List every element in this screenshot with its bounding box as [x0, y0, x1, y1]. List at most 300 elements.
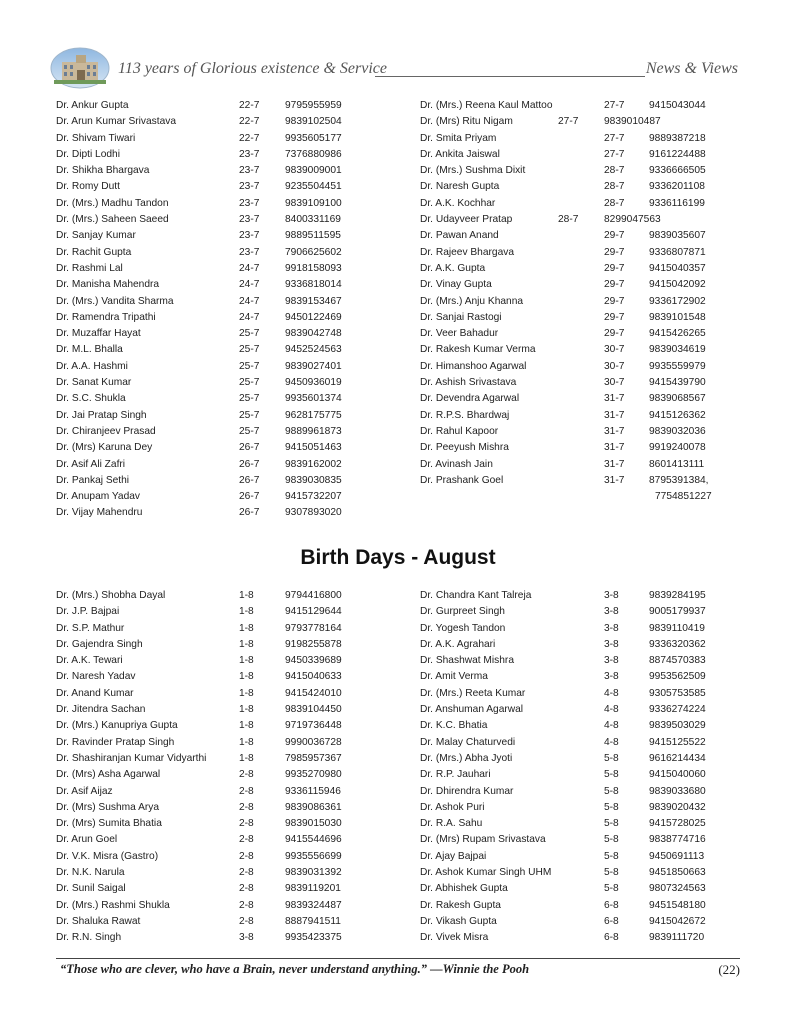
birthday-row — [420, 751, 740, 767]
phone-number: 9839284195 — [649, 590, 706, 601]
phone-number: 9415424010 — [285, 687, 342, 699]
birthday-row — [56, 440, 356, 456]
phone-number: 9451548180 — [649, 899, 706, 911]
birthday-row — [420, 359, 740, 375]
doctor-name: Dr. Shaluka Rawat — [56, 915, 141, 927]
birthday-row — [420, 131, 740, 147]
doctor-name: Dr. Anshuman Agarwal — [420, 704, 524, 716]
phone-number: 9415125522 — [649, 736, 706, 748]
phone-number: 8601413111 — [649, 458, 705, 470]
birthday-row — [56, 637, 356, 653]
birthday-row — [420, 147, 740, 163]
birthday-row — [56, 342, 356, 358]
phone-number: 9839020432 — [649, 801, 706, 813]
doctor-name: Dr. (Mrs.) Kanupriya Gupta — [56, 720, 178, 732]
birthday-row — [56, 326, 356, 342]
birthday-row — [56, 212, 356, 228]
birthday-row — [56, 375, 356, 391]
birth-date: 1-8 — [239, 590, 254, 601]
birthday-row — [420, 245, 740, 261]
birth-date: 2-8 — [239, 883, 254, 895]
birth-date: 4-8 — [604, 720, 619, 732]
doctor-name: Dr. R.A. Sahu — [420, 818, 483, 830]
doctor-name: Dr. (Mrs) Asha Agarwal — [56, 769, 161, 781]
doctor-name: Dr. Prashank Goel — [420, 474, 504, 486]
phone-number: 9935270980 — [285, 769, 342, 781]
birthday-row — [420, 408, 740, 424]
doctor-name: Dr. Ashok Kumar Singh UHM — [420, 867, 552, 879]
august-birthdays-left-column — [56, 588, 356, 947]
phone-number: 9336320362 — [649, 638, 706, 650]
birthday-row — [56, 131, 356, 147]
phone-number: 9839068567 — [649, 393, 706, 405]
phone-number: 9839110419 — [649, 622, 705, 634]
doctor-name: Dr. A.K. Tewari — [56, 655, 123, 667]
doctor-name: Dr. Vivek Misra — [420, 932, 489, 944]
birth-date: 24-7 — [239, 295, 260, 307]
doctor-name: Dr. A.K. Kochhar — [420, 197, 496, 209]
footer-quote: “Those who are clever, who have a Brain, never understand anything.” —Winnie the Pooh — [60, 962, 530, 976]
birth-date: 27-7 — [604, 100, 625, 111]
birth-date: 3-8 — [604, 606, 619, 618]
doctor-name: Dr. Ramendra Tripathi — [56, 311, 156, 323]
phone-number: 9415040060 — [649, 769, 706, 781]
phone-number: 9450691113 — [649, 850, 705, 862]
birthday-row — [56, 114, 356, 130]
doctor-name: Dr. Rakesh Kumar Verma — [420, 344, 536, 356]
doctor-name: Dr. (Mrs.) Saheen Saeed — [56, 214, 169, 226]
doctor-name: Dr. A.K. Agrahari — [420, 638, 496, 650]
birth-date: 1-8 — [239, 704, 254, 716]
birthday-row — [420, 604, 740, 620]
phone-number: 9953562509 — [649, 671, 706, 683]
phone-number: 9935601374 — [285, 393, 342, 405]
doctor-name: Dr. Chiranjeev Prasad — [56, 425, 156, 437]
doctor-name: Dr. Avinash Jain — [420, 458, 493, 470]
phone-number: 9839030835 — [285, 474, 342, 486]
birthday-row — [56, 849, 356, 865]
birthday-row — [420, 865, 740, 881]
phone-number: 9005179937 — [649, 606, 706, 618]
doctor-name: Dr. Asif Aijaz — [56, 785, 113, 797]
birthday-row — [56, 686, 356, 702]
birthday-row — [420, 784, 740, 800]
birthday-row — [420, 800, 740, 816]
doctor-name: Dr. S.C. Shukla — [56, 393, 126, 405]
birthday-row — [420, 930, 740, 946]
birthday-row — [420, 98, 740, 114]
phone-number: 9935423375 — [285, 932, 342, 944]
section-name: News & Views — [645, 60, 738, 77]
phone-number: 9336274224 — [649, 704, 706, 716]
birthday-row — [420, 391, 740, 407]
birth-date: 22-7 — [239, 116, 260, 128]
phone-number: 9450339689 — [285, 655, 342, 667]
phone-number: 9839104450 — [285, 704, 342, 716]
birth-date: 28-7 — [604, 181, 625, 193]
birth-date: 5-8 — [604, 883, 619, 895]
birth-date: 22-7 — [239, 100, 260, 111]
birth-date: 1-8 — [239, 606, 254, 618]
birth-date: 5-8 — [604, 818, 619, 830]
doctor-name: Dr. Ajay Bajpai — [420, 850, 487, 862]
phone-number: 9415126362 — [649, 409, 706, 421]
birth-date: 23-7 — [239, 148, 260, 160]
phone-number: 9450122469 — [285, 311, 342, 323]
doctor-name: Dr. Anupam Yadav — [56, 491, 141, 503]
birthday-row — [420, 375, 740, 391]
birth-date: 2-8 — [239, 818, 254, 830]
birthday-row — [56, 98, 356, 114]
phone-number: 9795955959 — [285, 100, 342, 111]
birth-date: 5-8 — [604, 769, 619, 781]
doctor-name: Dr. Ankita Jaiswal — [420, 148, 500, 160]
birth-date: 31-7 — [604, 409, 625, 421]
birth-date: 6-8 — [604, 899, 619, 911]
birth-date: 23-7 — [239, 181, 260, 193]
birth-date: 31-7 — [604, 393, 625, 405]
doctor-name: Dr. (Mrs.) Anju Khanna — [420, 295, 524, 307]
birthday-row — [56, 473, 356, 489]
phone-number: 7376880986 — [285, 148, 342, 160]
phone-number: 9305753585 — [649, 687, 706, 699]
doctor-name: Dr. (Mrs.) Vandita Sharma — [56, 295, 174, 307]
birth-date: 29-7 — [604, 246, 625, 258]
doctor-name: Dr. Naresh Gupta — [420, 181, 500, 193]
phone-number: 9336818014 — [285, 279, 342, 291]
birthday-row — [420, 881, 740, 897]
doctor-name: Dr. Dipti Lodhi — [56, 148, 120, 160]
birth-date: 2-8 — [239, 785, 254, 797]
phone-number: 9719736448 — [285, 720, 342, 732]
birthday-row — [56, 277, 356, 293]
doctor-name: Dr. Rahul Kapoor — [420, 425, 499, 437]
birth-date: 24-7 — [239, 279, 260, 291]
doctor-name: Dr. Rakesh Gupta — [420, 899, 501, 911]
birthday-row — [420, 212, 740, 228]
birthday-row — [420, 669, 740, 685]
birth-date: 1-8 — [239, 687, 254, 699]
birth-date: 31-7 — [604, 474, 625, 486]
phone-number: 9336666505 — [649, 165, 706, 177]
phone-number: 9839033680 — [649, 785, 706, 797]
birth-date: 3-8 — [604, 622, 619, 634]
birth-date: 1-8 — [239, 736, 254, 748]
birth-date: 30-7 — [604, 360, 625, 372]
birthday-row — [420, 637, 740, 653]
birthday-row — [56, 898, 356, 914]
doctor-name: Dr. Udayveer Pratap — [420, 214, 513, 226]
phone-number: 9935605177 — [285, 132, 342, 144]
birth-date: 2-8 — [239, 915, 254, 927]
doctor-name: Dr. Vinay Gupta — [420, 279, 492, 291]
birthday-row — [420, 163, 740, 179]
doctor-name: Dr. (Mrs.) Sushma Dixit — [420, 165, 526, 177]
birth-date: 28-7 — [604, 197, 625, 209]
birthday-row — [56, 669, 356, 685]
doctor-name: Dr. Rashmi Lal — [56, 262, 123, 274]
doctor-name: Dr. S.P. Mathur — [56, 622, 125, 634]
doctor-name: Dr. Ravinder Pratap Singh — [56, 736, 175, 748]
birthday-row — [56, 588, 356, 604]
birthday-row — [56, 832, 356, 848]
birth-date: 25-7 — [239, 409, 260, 421]
birth-date: 5-8 — [604, 785, 619, 797]
birthday-row — [420, 898, 740, 914]
birthday-row — [420, 914, 740, 930]
phone-number: 9935559979 — [649, 360, 706, 372]
birth-date: 6-8 — [604, 915, 619, 927]
doctor-name: Dr. Sanjay Kumar — [56, 230, 136, 242]
birth-date: 5-8 — [604, 867, 619, 879]
phone-number: 9415129644 — [285, 606, 342, 618]
birthday-row — [420, 277, 740, 293]
phone-number: 9839324487 — [285, 899, 342, 911]
phone-number: 7906625602 — [285, 246, 342, 258]
footer-divider — [56, 958, 740, 959]
birth-date: 2-8 — [239, 769, 254, 781]
birth-date: 1-8 — [239, 720, 254, 732]
doctor-name: Dr. Jai Pratap Singh — [56, 409, 147, 421]
phone-number: 9415042672 — [649, 915, 706, 927]
birth-date: 28-7 — [604, 165, 625, 177]
header-tagline: 113 years of Glorious existence & Service — [118, 60, 387, 77]
phone-number: 9415042092 — [649, 279, 706, 291]
birth-date: 1-8 — [239, 671, 254, 683]
doctor-name: Dr. N.K. Narula — [56, 867, 125, 879]
doctor-name: Dr. Ashish Srivastava — [420, 377, 517, 389]
birthday-row — [56, 310, 356, 326]
phone-number: 9935556699 — [285, 850, 342, 862]
phone-number: 8887941511 — [285, 915, 341, 927]
birthday-row — [56, 653, 356, 669]
phone-number: 9616214434 — [649, 752, 706, 764]
doctor-name: Dr. Smita Priyam — [420, 132, 497, 144]
birthday-row — [420, 326, 740, 342]
birthday-row — [420, 294, 740, 310]
birth-date: 1-8 — [239, 638, 254, 650]
phone-number: 9628175775 — [285, 409, 342, 421]
phone-number: 9839102504 — [285, 116, 342, 128]
birthday-row — [420, 424, 740, 440]
birth-date: 4-8 — [604, 736, 619, 748]
july-birthdays-left-column — [56, 98, 356, 522]
phone-number: 9336172902 — [649, 295, 706, 307]
phone-number: 9839111720 — [649, 932, 705, 944]
birth-date: 26-7 — [239, 458, 260, 470]
doctor-name: Dr. (Mrs) Sushma Arya — [56, 801, 160, 813]
birth-date: 29-7 — [604, 230, 625, 242]
doctor-name: Dr. Veer Bahadur — [420, 328, 499, 340]
birthday-row — [56, 359, 356, 375]
birth-date: 2-8 — [239, 899, 254, 911]
doctor-name: Dr. Gurpreet Singh — [420, 606, 505, 618]
doctor-name: Dr. J.P. Bajpai — [56, 606, 120, 618]
birth-date: 2-8 — [239, 834, 254, 846]
phone-number: 9839009001 — [285, 165, 342, 177]
birthday-row — [420, 440, 740, 456]
birth-date: 2-8 — [239, 850, 254, 862]
birthday-row — [56, 800, 356, 816]
doctor-name: Dr. (Mrs.) Rashmi Shukla — [56, 899, 170, 911]
birth-date: 26-7 — [239, 491, 260, 503]
phone-number: 9839119201 — [285, 883, 341, 895]
phone-number: 9839086361 — [285, 801, 342, 813]
birthday-row — [420, 473, 740, 489]
doctor-name: Dr. (Mrs) Karuna Dey — [56, 442, 153, 454]
birthday-row — [56, 505, 356, 521]
phone-number: 9336807871 — [649, 246, 706, 258]
phone-number: 9839032036 — [649, 425, 706, 437]
birthday-row — [420, 735, 740, 751]
header-divider — [375, 76, 645, 77]
doctor-name: Dr. Rachit Gupta — [56, 246, 132, 258]
building-logo-icon — [50, 44, 116, 90]
birth-date: 23-7 — [239, 214, 260, 226]
birth-date: 25-7 — [239, 393, 260, 405]
phone-number: 9807324563 — [649, 883, 706, 895]
birth-date: 5-8 — [604, 801, 619, 813]
birth-date: 5-8 — [604, 850, 619, 862]
page-header — [50, 44, 750, 94]
phone-number: 8299047563 — [604, 214, 661, 226]
doctor-name: Dr. K.C. Bhatia — [420, 720, 488, 732]
birth-date: 24-7 — [239, 262, 260, 274]
doctor-name: Dr. Shikha Bhargava — [56, 165, 150, 177]
birthday-row — [420, 588, 740, 604]
phone-number: 9838774716 — [649, 834, 706, 846]
doctor-name: Dr. A.K. Gupta — [420, 262, 486, 274]
birthday-row — [56, 147, 356, 163]
birthday-row — [56, 294, 356, 310]
birthday-row — [56, 767, 356, 783]
phone-number: 9918158093 — [285, 262, 342, 274]
birthday-row — [56, 163, 356, 179]
birth-date: 3-8 — [604, 638, 619, 650]
doctor-name: Dr. M.L. Bhalla — [56, 344, 123, 356]
phone-number: 9415732207 — [285, 491, 342, 503]
doctor-name: Dr. Vikash Gupta — [420, 915, 497, 927]
phone-number: 9839034619 — [649, 344, 706, 356]
birth-date: 1-8 — [239, 622, 254, 634]
phone-number: 9161224488 — [649, 148, 706, 160]
phone-number: 9415051463 — [285, 442, 342, 454]
doctor-name: Dr. (Mrs.) Reeta Kumar — [420, 687, 526, 699]
phone-number: 9415439790 — [649, 377, 706, 389]
doctor-name: Dr. Malay Chaturvedi — [420, 736, 516, 748]
birthday-row — [56, 816, 356, 832]
phone-number: 9839035607 — [649, 230, 706, 242]
birthday-row — [420, 310, 740, 326]
birth-date: 30-7 — [604, 344, 625, 356]
doctor-name: Dr. Ashok Puri — [420, 801, 485, 813]
birthday-row — [56, 424, 356, 440]
doctor-name: Dr. Shashwat Mishra — [420, 655, 514, 667]
birth-date: 25-7 — [239, 360, 260, 372]
doctor-name: Dr. Peeyush Mishra — [420, 442, 509, 454]
birth-date: 30-7 — [604, 377, 625, 389]
birth-date: 1-8 — [239, 655, 254, 667]
birthday-row — [56, 245, 356, 261]
phone-number: 9839503029 — [649, 720, 706, 732]
august-birthdays-right-column — [420, 588, 740, 947]
birth-date: 25-7 — [239, 377, 260, 389]
doctor-name: Dr. (Mrs.) Madhu Tandon — [56, 197, 169, 209]
doctor-name: Dr. Arun Goel — [56, 834, 118, 846]
doctor-name: Dr. Vijay Mahendru — [56, 507, 143, 519]
birthday-row — [420, 261, 740, 277]
phone-number: 9839010487 — [604, 116, 661, 128]
phone-number: 9336201108 — [649, 181, 705, 193]
birthday-row — [420, 228, 740, 244]
birthday-row — [56, 914, 356, 930]
birthday-row — [420, 179, 740, 195]
doctor-name: Dr. (Mrs) Rupam Srivastava — [420, 834, 546, 846]
phone-number: 9839015030 — [285, 818, 342, 830]
doctor-name: Dr. Devendra Agarwal — [420, 393, 520, 405]
birth-date: 25-7 — [239, 344, 260, 356]
birth-date: 25-7 — [239, 425, 260, 437]
birthday-row — [420, 686, 740, 702]
phone-number: 9839031392 — [285, 867, 342, 879]
doctor-name: Dr. Gajendra Singh — [56, 638, 143, 650]
birth-date: 23-7 — [239, 230, 260, 242]
birth-date: 24-7 — [239, 311, 260, 323]
birthday-row — [56, 702, 356, 718]
phone-number: 9839027401 — [285, 360, 342, 372]
doctor-name: Dr. Shivam Tiwari — [56, 132, 136, 144]
doctor-name: Dr. Shashiranjan Kumar Vidyarthi — [56, 752, 207, 764]
doctor-name: Dr. Himanshoo Agarwal — [420, 360, 527, 372]
phone-number: 9415040633 — [285, 671, 342, 683]
doctor-name: Dr. Rajeev Bhargava — [420, 246, 514, 258]
birthday-row — [56, 179, 356, 195]
doctor-name: Dr. R.N. Singh — [56, 932, 122, 944]
doctor-name: Dr. Anand Kumar — [56, 687, 134, 699]
birth-date: 31-7 — [604, 442, 625, 454]
phone-number: 9793778164 — [285, 622, 342, 634]
birth-date: 26-7 — [239, 442, 260, 454]
birth-date: 4-8 — [604, 704, 619, 716]
birth-date: 31-7 — [604, 458, 625, 470]
doctor-name: Dr. (Mrs.) Abha Jyoti — [420, 752, 513, 764]
doctor-name: Dr. Jitendra Sachan — [56, 704, 146, 716]
birthday-row — [56, 784, 356, 800]
doctor-name: Dr. Romy Dutt — [56, 181, 120, 193]
doctor-name: Dr. Sunil Saigal — [56, 883, 126, 895]
birthday-row — [56, 196, 356, 212]
phone-number: 9889387218 — [649, 132, 706, 144]
birth-date: 28-7 — [558, 214, 579, 226]
phone-number: 7985957367 — [285, 752, 342, 764]
phone-number: 9451850663 — [649, 867, 706, 879]
birth-date: 26-7 — [239, 507, 260, 519]
phone-number: 9336116199 — [649, 197, 705, 209]
doctor-name: Dr. V.K. Misra (Gastro) — [56, 850, 159, 862]
phone-number: 9839042748 — [285, 328, 342, 340]
birthday-row — [56, 489, 356, 505]
birth-date: 29-7 — [604, 295, 625, 307]
birth-date: 27-7 — [558, 116, 579, 128]
birthday-row — [420, 114, 740, 130]
birth-date: 4-8 — [604, 687, 619, 699]
doctor-name: Dr. (Mrs.) Shobha Dayal — [56, 590, 166, 601]
birthday-row — [56, 865, 356, 881]
doctor-name: Dr. (Mrs.) Reena Kaul Mattoo — [420, 100, 553, 111]
birth-date: 2-8 — [239, 867, 254, 879]
phone-number: 9889961873 — [285, 425, 342, 437]
phone-number: 8874570383 — [649, 655, 706, 667]
